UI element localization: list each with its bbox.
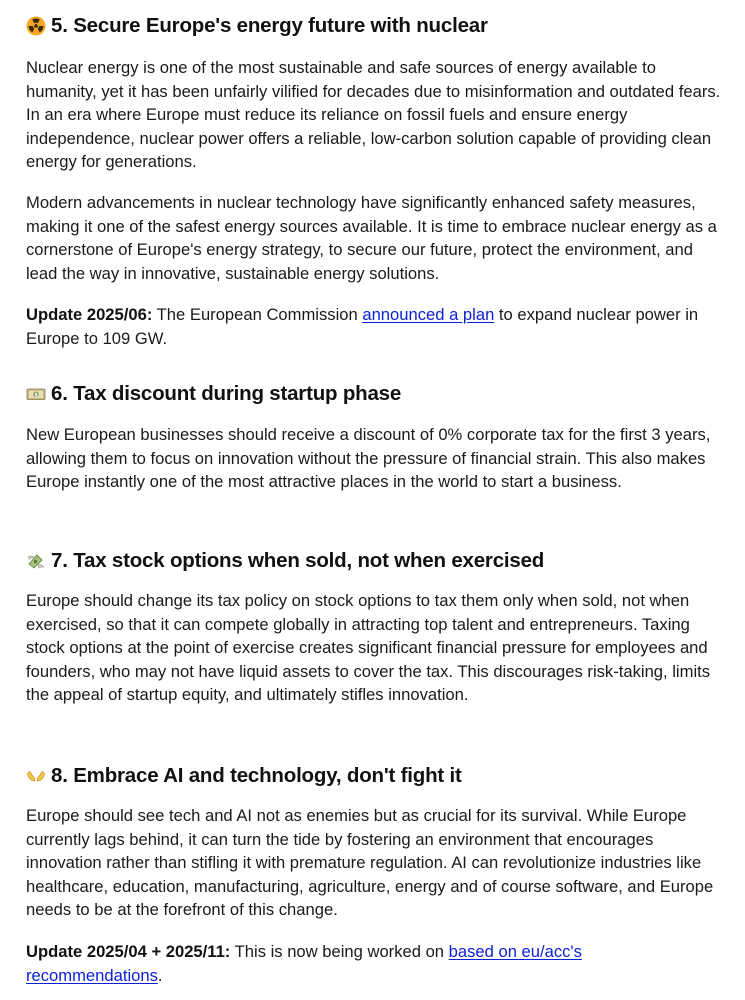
update-note: Update 2025/06: The European Commission announced a plan to expand nuclear power in Europe to 109 GW. [26,305,699,348]
paragraph: Europe should see tech and AI not as enemies but as crucial for its survival. While Europe currently lags behind, it can turn the tide by fostering an environment that encourages innovation rather than stifling it with premature regulation. AI can revolutionize industries like healthcare, education, manufacturing, agriculture, energy and of course software, and Europe needs to be at the forefront of this change. [26,806,714,920]
dollar-banknote-icon [26,384,46,404]
paragraph: Modern advancements in nuclear technology have significantly enhanced safety measures, making it one of the safest energy sources available. It is time to embrace nuclear energy as a cornerstone of Europe's energy strategy, to secure our future, protect the environment, and lead the way in innovative, sustainable energy solutions. [26,193,717,283]
section-heading: 5. Secure Europe's energy future with nuclear [26,13,721,39]
section-nuclear-update [26,303,721,350]
section-nuclear-body [26,56,721,174]
section-tax-discount-body [26,423,721,494]
open-hands-icon [26,766,46,786]
update-label: Update 2025/06: [26,305,153,324]
section-tax-discount [26,381,721,407]
section-nuclear-body-2 [26,191,721,285]
section-nuclear [26,13,721,39]
section-stock-options-body [26,589,721,707]
paragraph: Nuclear energy is one of the most sustainable and safe sources of energy available to humanity, yet it has been unfairly vilified for decades due to misinformation and outdated fears. In an era where Europe must reduce its reliance on fossil fuels and ensure energy independence, nuclear power offers a reliable, low-carbon solution capable of providing clean energy for generations. [26,58,721,172]
update-note: Update 2025/04 + 2025/11: This is now being worked on based on eu/acc's recommendations. [26,942,582,985]
update-label: Update 2025/04 + 2025/11: [26,942,231,961]
money-with-wings-icon [26,551,46,571]
paragraph: Europe should change its tax policy on stock options to tax them only when sold, not when exercised, so that it can compete globally in attracting top talent and entrepreneurs. Taxing stock options at the point of exercise creates significant financial pressure for employees and founders, who may not have liquid assets to cover the tax. This discourages risk-taking, limits the appeal of startup equity, and ultimately stifles innovation. [26,591,711,705]
section-embrace-ai-update [26,940,721,987]
section-heading: 7. Tax stock options when sold, not when exercised [26,548,721,574]
announced-plan-link[interactable]: announced a plan [362,305,495,324]
section-embrace-ai [26,763,721,789]
svg-text:$: $ [34,392,38,399]
section-heading: $ 6. Tax discount during startup phase [26,381,721,407]
recommendations-link[interactable]: based on eu/acc's recommendations [26,942,582,985]
radioactive-icon [26,16,46,36]
paragraph: New European businesses should receive a discount of 0% corporate tax for the first 3 years, allowing them to focus on innovation without the pressure of financial strain. This also makes Europe instantly one of the most attractive places in the world to start a business. [26,425,711,492]
section-stock-options [26,548,721,574]
section-embrace-ai-body [26,804,721,922]
section-heading: 8. Embrace AI and technology, don't fight it [26,763,721,789]
